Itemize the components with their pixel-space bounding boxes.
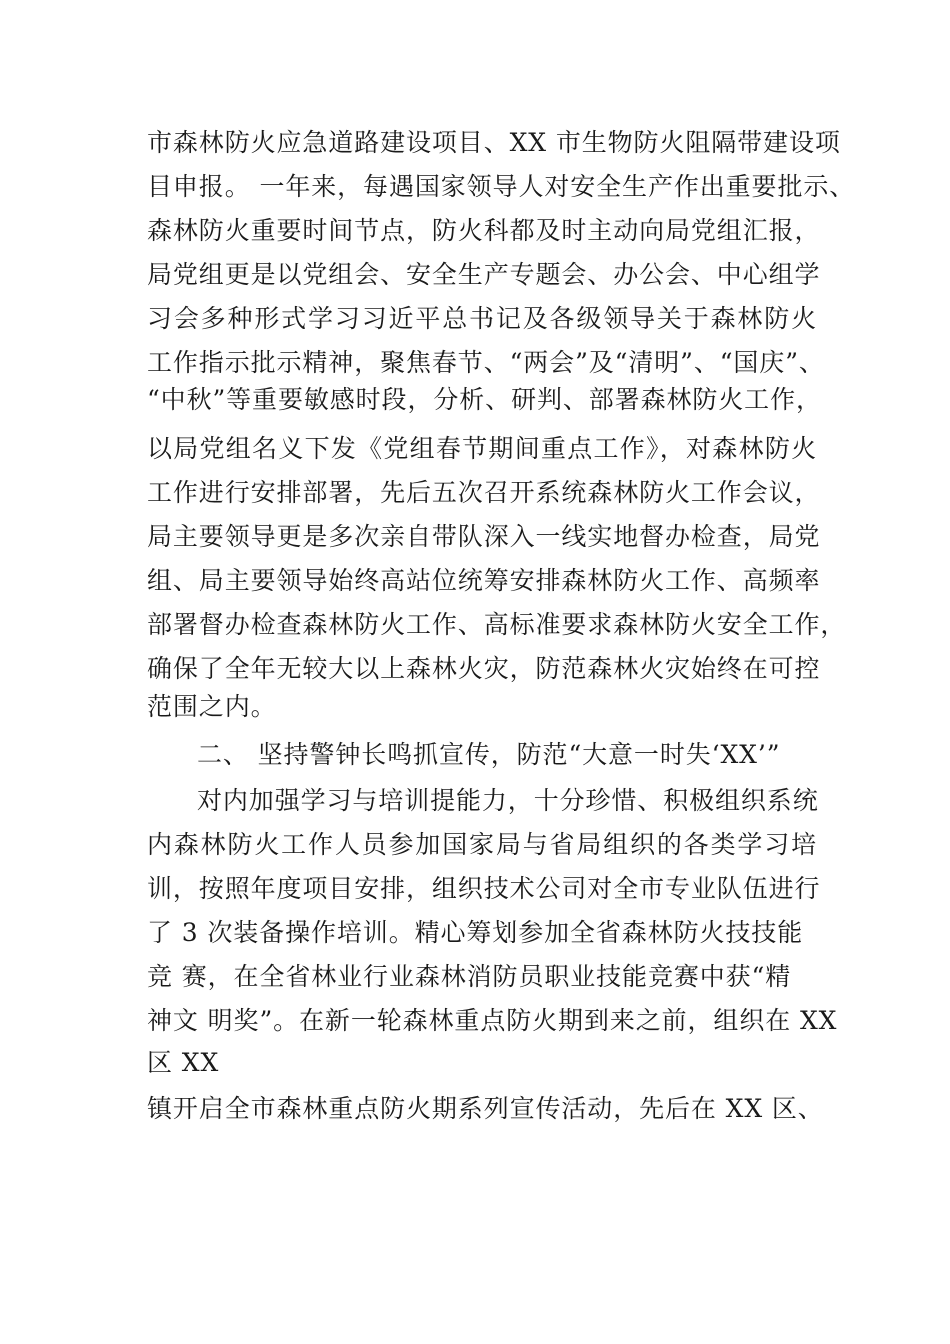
text-line: 目申报。 一年来，每遇国家领导人对安全生产作出重要批示、 bbox=[147, 172, 856, 201]
text-line: 习会多种形式学习习近平总书记及各级领导关于森林防火 bbox=[147, 304, 817, 333]
text-line: 了 3 次装备操作培训。精心筹划参加全省森林防火技技能 bbox=[147, 918, 804, 947]
text-line: 内森林防火工作人员参加国家局与省局组织的各类学习培 bbox=[147, 830, 817, 859]
text-line: 训，按照年度项目安排，组织技术公司对全市专业队伍进行 bbox=[147, 874, 821, 903]
section-heading: 二、 坚持警钟长鸣抓宣传，防范“大意一时失‘XX’” bbox=[197, 740, 781, 769]
text-line: 对内加强学习与培训提能力，十分珍惜、积极组织系统 bbox=[197, 786, 819, 815]
text-line: 镇开启全市森林重点防火期系列宣传活动，先后在 XX 区、 bbox=[147, 1094, 824, 1123]
text-line: 市森林防火应急道路建设项目、XX 市生物防火阻隔带建设项 bbox=[147, 128, 841, 157]
text-line: 部署督办检查森林防火工作、高标准要求森林防火安全工作， bbox=[147, 610, 847, 639]
text-line: 森林防火重要时间节点，防火科都及时主动向局党组汇报， bbox=[147, 216, 821, 245]
text-line: 神文 明奖”。在新一轮森林重点防火期到来之前，组织在 XX bbox=[147, 1006, 838, 1035]
text-line: 以局党组名义下发《党组春节期间重点工作》，对森林防火 bbox=[147, 434, 817, 463]
text-line: 局主要领导更是多次亲自带队深入一线实地督办检查，局党 bbox=[147, 522, 821, 551]
text-line: 区 XX bbox=[147, 1048, 220, 1077]
text-line: 确保了全年无较大以上森林火灾，防范森林火灾始终在可控 bbox=[147, 654, 821, 683]
text-line: 工作指示批示精神，聚焦春节、“两会”及“清明”、“国庆”、 bbox=[147, 348, 825, 377]
text-line: 范围之内。 bbox=[147, 692, 277, 721]
text-line: “中秋”等重要敏感时段，分析、研判、部署森林防火工作， bbox=[147, 385, 822, 414]
text-line: 工作进行安排部署，先后五次召开系统森林防火工作会议， bbox=[147, 478, 821, 507]
text-line: 局党组更是以党组会、安全生产专题会、办公会、中心组学 bbox=[147, 260, 821, 289]
text-line: 组、局主要领导始终高站位统筹安排森林防火工作、高频率 bbox=[147, 566, 821, 595]
text-line: 竞 赛，在全省林业行业森林消防员职业技能竞赛中获“精 bbox=[147, 962, 792, 991]
